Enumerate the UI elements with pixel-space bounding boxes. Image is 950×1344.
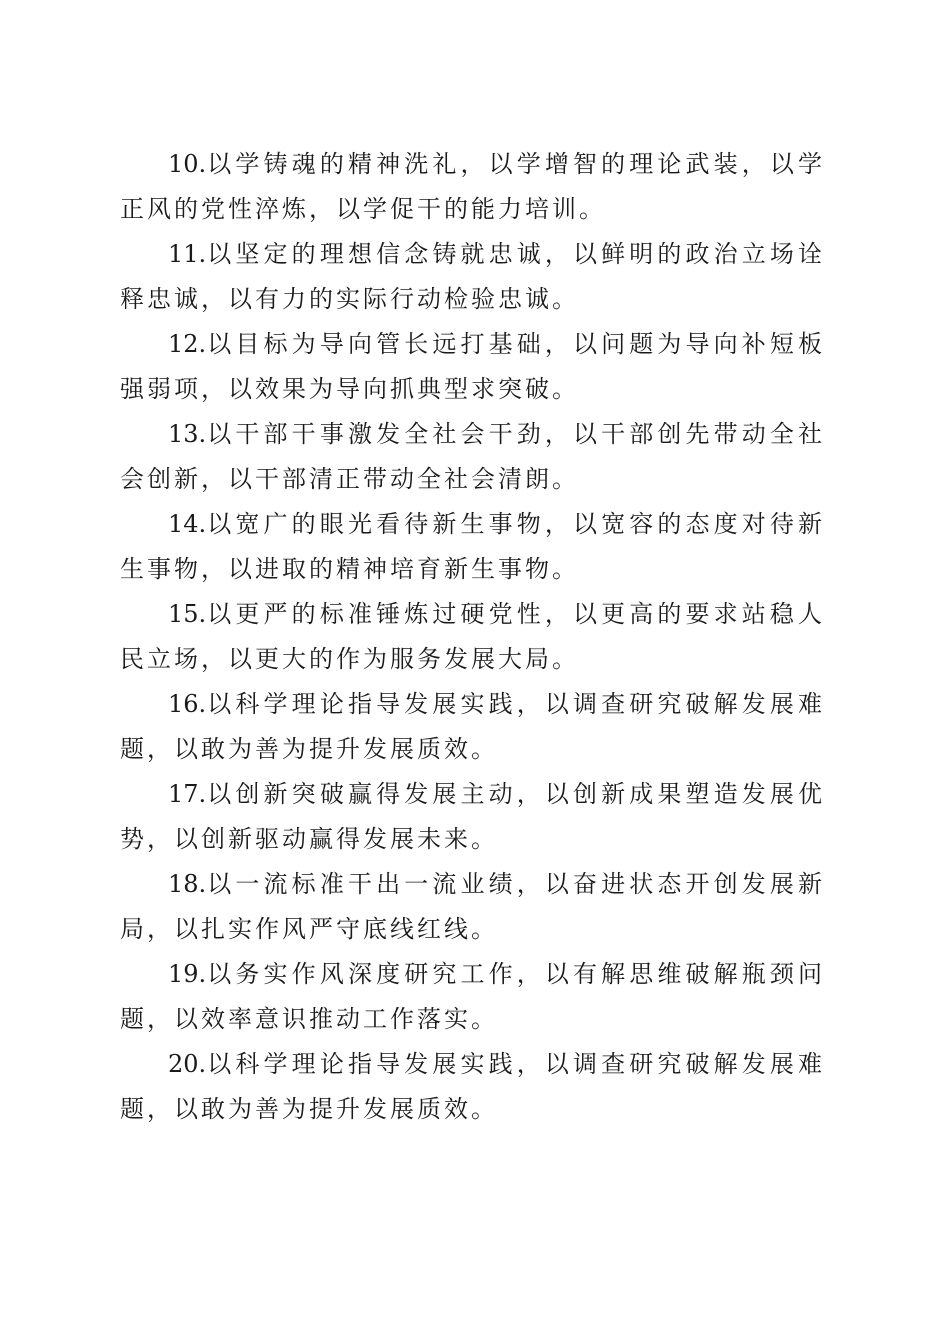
- paragraph-number: 11.: [168, 240, 207, 268]
- paragraph-number: 14.: [168, 510, 207, 538]
- paragraph-19: [120, 952, 825, 1042]
- paragraph-text: 以坚定的理想信念铸就忠诚，以鲜明的政治立场诠释忠诚，以有力的实际行动检验忠诚。: [120, 240, 825, 313]
- paragraph-text: 以宽广的眼光看待新生事物，以宽容的态度对待新生事物，以进取的精神培育新生事物。: [120, 510, 825, 583]
- paragraph-20: [120, 1042, 825, 1132]
- paragraph-text: 以科学理论指导发展实践，以调查研究破解发展难题，以敢为善为提升发展质效。: [120, 1050, 825, 1123]
- paragraph-text: 以目标为导向管长远打基础，以问题为导向补短板强弱项，以效果为导向抓典型求突破。: [120, 330, 825, 403]
- paragraph-17: [120, 772, 825, 862]
- paragraph-number: 20.: [168, 1050, 207, 1078]
- paragraph-text: 以学铸魂的精神洗礼，以学增智的理论武装，以学正风的党性淬炼，以学促干的能力培训。: [120, 150, 825, 223]
- document-body: [120, 142, 825, 1132]
- paragraph-number: 19.: [168, 960, 207, 988]
- paragraph-13: [120, 412, 825, 502]
- paragraph-number: 16.: [168, 690, 207, 718]
- paragraph-text: 以一流标准干出一流业绩，以奋进状态开创发展新局，以扎实作风严守底线红线。: [120, 870, 825, 943]
- paragraph-12: [120, 322, 825, 412]
- paragraph-10: [120, 142, 825, 232]
- paragraph-18: [120, 862, 825, 952]
- paragraph-number: 12.: [168, 330, 207, 358]
- paragraph-text: 以干部干事激发全社会干劲，以干部创先带动全社会创新，以干部清正带动全社会清朗。: [120, 420, 825, 493]
- paragraph-number: 13.: [168, 420, 207, 448]
- paragraph-15: [120, 592, 825, 682]
- paragraph-16: [120, 682, 825, 772]
- paragraph-number: 18.: [168, 870, 207, 898]
- paragraph-number: 15.: [168, 600, 207, 628]
- paragraph-text: 以创新突破赢得发展主动，以创新成果塑造发展优势，以创新驱动赢得发展未来。: [120, 780, 825, 853]
- paragraph-number: 10.: [168, 150, 207, 178]
- paragraph-text: 以务实作风深度研究工作，以有解思维破解瓶颈问题，以效率意识推动工作落实。: [120, 960, 825, 1033]
- paragraph-number: 17.: [168, 780, 207, 808]
- paragraph-text: 以科学理论指导发展实践，以调查研究破解发展难题，以敢为善为提升发展质效。: [120, 690, 825, 763]
- paragraph-text: 以更严的标准锤炼过硬党性，以更高的要求站稳人民立场，以更大的作为服务发展大局。: [120, 600, 825, 673]
- paragraph-14: [120, 502, 825, 592]
- paragraph-11: [120, 232, 825, 322]
